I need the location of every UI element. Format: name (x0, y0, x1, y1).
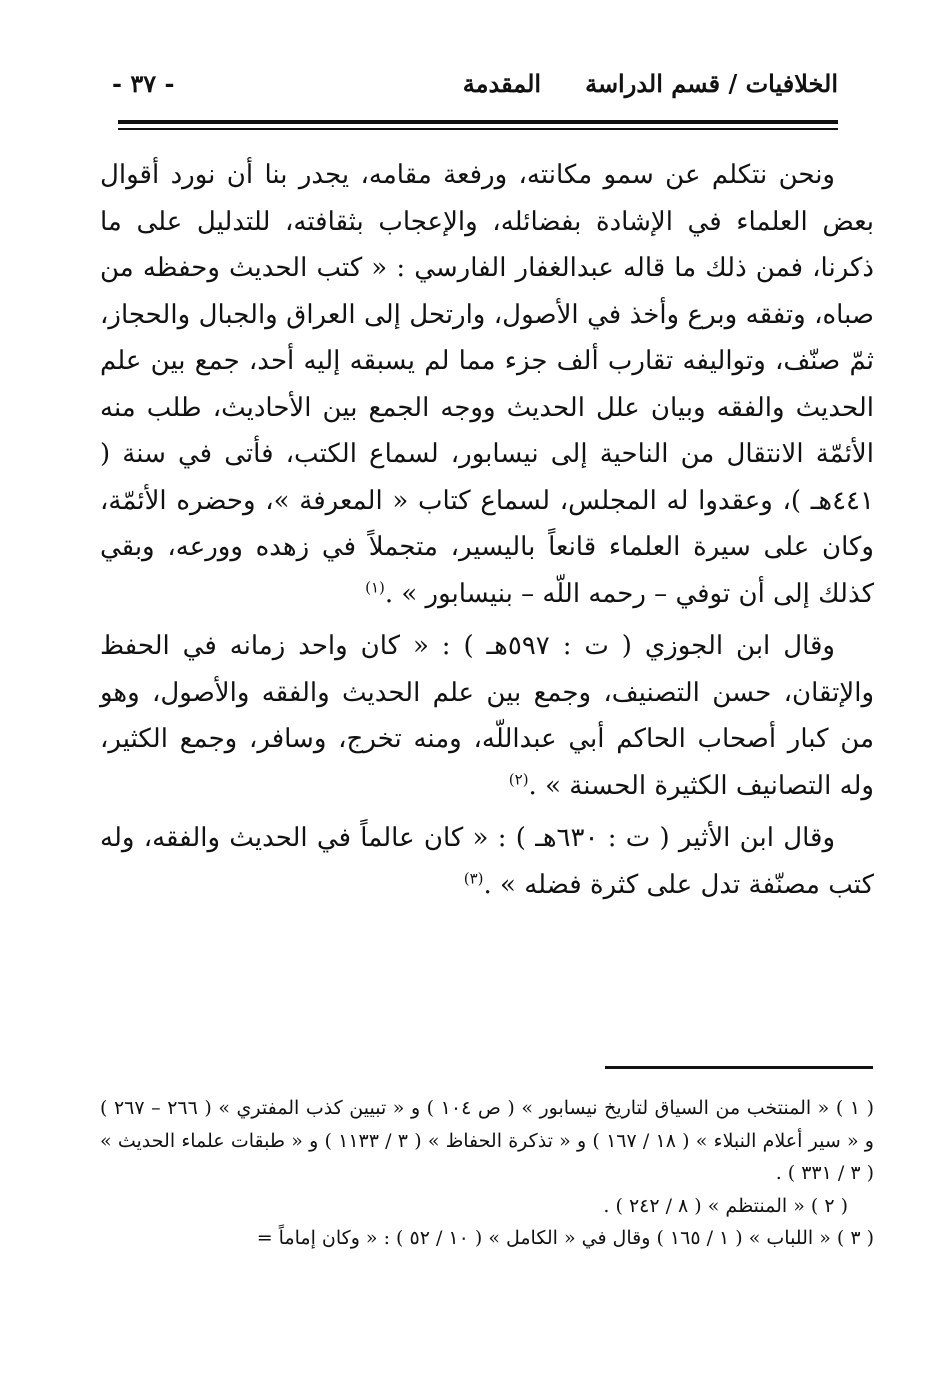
main-text (100, 152, 874, 914)
footnote-separator (605, 1066, 873, 1069)
footnote: ( ٣ ) « اللباب » ( ١ / ١٦٥ ) وقال في « الكامل » ( ١٠ / ٥٢ ) : « وكان إماماً = (256, 1227, 874, 1249)
footnotes (100, 1092, 874, 1255)
page-number: - ٣٧ - (112, 68, 175, 98)
header-rule-thick (118, 120, 838, 124)
header-rule-thin (118, 128, 838, 130)
header-titles (463, 69, 838, 98)
footnote-ref: (٢) (508, 769, 529, 788)
paragraph-text: وقال ابن الأثير ( ت : ٦٣٠هـ ) : « كان عالماً في الحديث والفقه، وله كتب مصنّفة تدل على كثرة فضله » . (100, 823, 874, 900)
footnote: ( ٢ ) « المنتظم » ( ٨ / ٢٤٢ ) . (603, 1194, 848, 1217)
footnote-ref: (١) (365, 577, 385, 596)
paragraph (100, 815, 874, 908)
paragraph (100, 623, 874, 809)
book-title: الخلافيات / قسم الدراسة (585, 68, 838, 98)
paragraph (100, 152, 874, 617)
footnote: ( ١ ) « المنتخب من السياق لتاريخ نيسابور » ( ص ١٠٤ ) و « تبيين كذب المفتري » ( ٢٦٦ – ٢٦٧ ) و « سير أعلام النبلاء » ( ١٨ / ١٦٧ ) و « تذكرة الحفاظ » ( ٣ / ١١٣٣ ) و « طبقات علماء الحديث » ( ٣ / ٣٣١ ) . (100, 1097, 875, 1184)
paragraph-text: ونحن نتكلم عن سمو مكانته، ورفعة مقامه، يجدر بنا أن نورد أقوال بعض العلماء في الإشادة بفضائله، والإعجاب بثقافته، للتدليل على ما ذكرنا، فمن ذلك ما قاله عبدالغفار الفارسي : « كتب الحديث وحفظه من صباه، وتفقه وبرع وأخذ في الأصول، وارتحل إلى العراق والجبال والحجاز، ثمّ صنّف، وتواليفه تقارب ألف جزء مما لم يسبقه إليه أحد، جمع بين علم الحديث والفقه وبيان علل الحديث ووجه الجمع بين الأحاديث، طلب منه الأئمّة الانتقال من الناحية إلى نيسابور، لسماع الكتب، فأتى في سنة ( ٤٤١هـ )، وعقدوا له المجلس، لسماع كتاب « المعرفة »، وحضره الأئمّة، وكان على سيرة العلماء قانعاً باليسير، متجملاً في زهده وورعه، وبقي كذلك إلى أن توفي – رحمه اللّه – بنيسابور » . (100, 160, 874, 609)
running-header (112, 60, 838, 106)
section-title: المقدمة (462, 68, 542, 98)
footnote-ref: (٣) (463, 868, 484, 887)
paragraph-text: وقال ابن الجوزي ( ت : ٥٩٧هـ ) : « كان واحد زمانه في الحفظ والإتقان، حسن التصنيف، وجمع بين علم الحديث والفقه والأصول، وهو من كبار أصحاب الحاكم أبي عبداللّه، ومنه تخرج، وسافر، وجمع الكثير، وله التصانيف الكثيرة الحسنة » . (100, 631, 874, 801)
